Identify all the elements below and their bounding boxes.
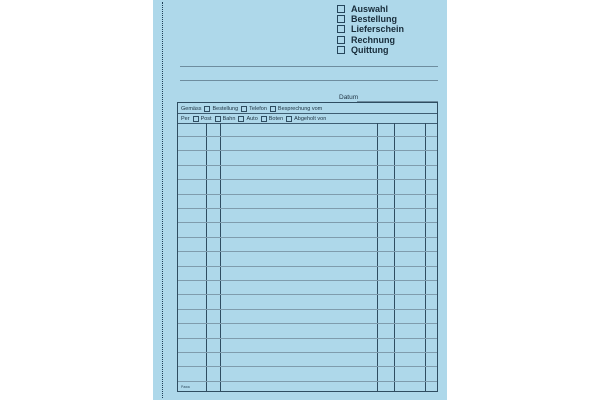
checkbox[interactable] <box>337 36 345 44</box>
item-row-line[interactable] <box>178 280 437 281</box>
item-row-line[interactable] <box>178 179 437 180</box>
checkbox[interactable] <box>337 5 345 13</box>
checkbox[interactable] <box>270 106 276 112</box>
item-row-line[interactable] <box>178 381 437 382</box>
checkbox[interactable] <box>241 106 247 112</box>
doc-type-item[interactable] <box>337 4 404 14</box>
checkbox[interactable] <box>238 116 244 122</box>
doc-type-item[interactable] <box>337 14 404 24</box>
gemaess-label: Gemäss <box>181 105 202 112</box>
doc-type-label: Bestellung <box>351 14 398 25</box>
perforation-line <box>162 2 163 398</box>
doc-type-label: Lieferschein <box>351 24 405 35</box>
item-row-line[interactable] <box>178 366 437 367</box>
item-row-line[interactable] <box>178 266 437 267</box>
item-row-line[interactable] <box>178 237 437 238</box>
doc-type-label: Auswahl <box>351 4 389 15</box>
checkbox[interactable] <box>337 15 345 23</box>
item-row-line[interactable] <box>178 338 437 339</box>
column-divider <box>220 123 221 391</box>
checkbox[interactable] <box>261 116 267 122</box>
doc-type-item[interactable] <box>337 24 404 34</box>
doc-type-label: Rechnung <box>351 34 395 45</box>
doc-type-checklist <box>337 4 404 55</box>
item-row-line[interactable] <box>178 208 437 209</box>
gemaess-row <box>181 104 322 113</box>
doc-type-item[interactable] <box>337 45 404 55</box>
checkbox[interactable] <box>193 116 199 122</box>
items-table <box>177 102 438 392</box>
column-divider <box>394 123 395 391</box>
column-divider <box>206 123 207 391</box>
option-label: Auto <box>246 115 258 122</box>
checkbox[interactable] <box>204 106 210 112</box>
checkbox[interactable] <box>337 25 345 33</box>
item-row-line[interactable] <box>178 150 437 151</box>
item-row-line[interactable] <box>178 294 437 295</box>
checkbox[interactable] <box>337 46 345 54</box>
per-row <box>181 114 326 123</box>
column-divider <box>377 123 378 391</box>
option-label: Abgeholt von <box>294 115 327 122</box>
checkbox[interactable] <box>215 116 221 122</box>
option-label: Boten <box>268 115 284 122</box>
doc-type-item[interactable] <box>337 35 404 45</box>
row-divider <box>178 123 437 124</box>
doc-type-label: Quittung <box>351 44 389 55</box>
option-label: Bahn <box>222 115 236 122</box>
option-label: Post <box>200 115 212 122</box>
datum-label: Datum <box>339 94 359 101</box>
footer-code: Pawa <box>181 385 190 389</box>
checkbox[interactable] <box>286 116 292 122</box>
column-divider <box>425 123 426 391</box>
item-row-line[interactable] <box>178 194 437 195</box>
option-label: Besprechung vom <box>277 105 323 112</box>
address-line[interactable] <box>180 66 438 67</box>
option-label: Telefon <box>249 105 267 112</box>
item-row-line[interactable] <box>178 352 437 353</box>
item-row-line[interactable] <box>178 136 437 137</box>
address-line[interactable] <box>180 80 438 81</box>
item-row-line[interactable] <box>178 222 437 223</box>
item-row-line[interactable] <box>178 323 437 324</box>
item-row-line[interactable] <box>178 309 437 310</box>
item-row-line[interactable] <box>178 165 437 166</box>
per-label: Per <box>181 115 190 122</box>
option-label: Bestellung <box>212 105 239 112</box>
item-row-line[interactable] <box>178 251 437 252</box>
